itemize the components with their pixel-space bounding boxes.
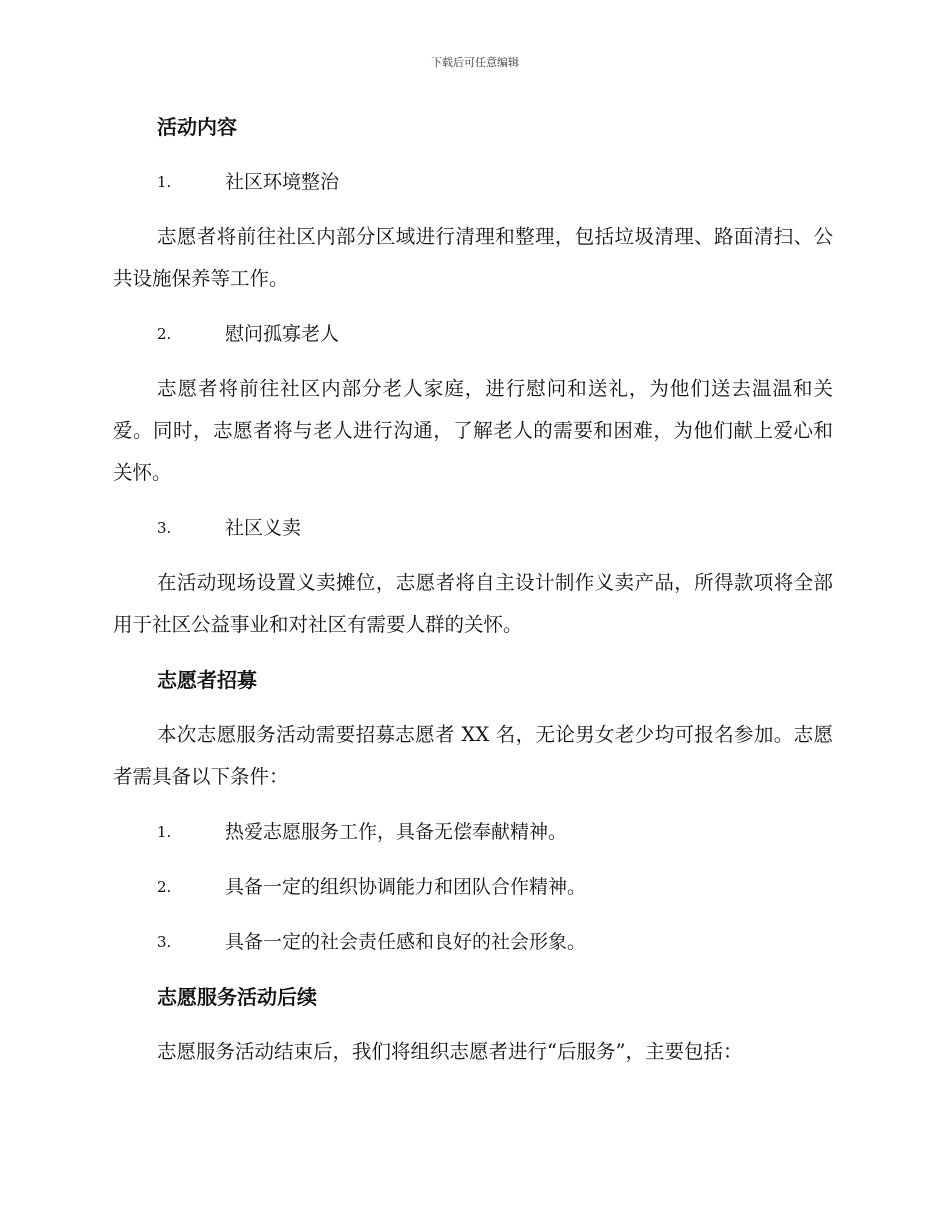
section-heading-followup: 志愿服务活动后续 bbox=[157, 985, 317, 1009]
header-note: 下载后可任意编辑 bbox=[431, 56, 519, 69]
list-number: 2. bbox=[157, 325, 172, 343]
list-number: 3. bbox=[157, 933, 172, 951]
list-number: 2. bbox=[157, 878, 172, 896]
list-title: 社区义卖 bbox=[225, 517, 302, 539]
list-title: 社区环境整治 bbox=[225, 171, 340, 193]
condition-text: 热爱志愿服务工作，具备无偿奉献精神。 bbox=[225, 821, 568, 843]
list-number: 3. bbox=[157, 519, 172, 537]
section-heading-activity: 活动内容 bbox=[157, 115, 237, 139]
followup-intro-paragraph: 志愿服务活动结束后，我们将组织志愿者进行“后服务”，主要包括： bbox=[157, 1040, 743, 1063]
list-number: 1. bbox=[157, 823, 172, 841]
list-title: 慰问孤寡老人 bbox=[225, 323, 340, 345]
activity-item-1-paragraph: 志愿者将前往社区内部分区域进行清理和整理，包括垃圾清理、路面清扫、公共设施保养等工作。 bbox=[113, 225, 833, 290]
condition-text: 具备一定的组织协调能力和团队合作精神。 bbox=[225, 876, 587, 898]
recruit-intro-paragraph: 本次志愿服务活动需要招募志愿者 XX 名，无论男女老少均可报名参加。志愿者需具备以下条件： bbox=[113, 723, 833, 788]
activity-item-3-paragraph: 在活动现场设置义卖摊位，志愿者将自主设计制作义卖产品，所得款项将全部用于社区公益事业和对社区有需要人群的关怀。 bbox=[113, 571, 833, 636]
condition-text: 具备一定的社会责任感和良好的社会形象。 bbox=[225, 931, 587, 953]
activity-item-2-paragraph: 志愿者将前往社区内部分老人家庭，进行慰问和送礼，为他们送去温温和关爱。同时，志愿者将与老人进行沟通，了解老人的需要和困难，为他们献上爱心和关怀。 bbox=[113, 377, 833, 484]
list-number: 1. bbox=[157, 173, 172, 191]
section-heading-recruit: 志愿者招募 bbox=[157, 668, 257, 692]
